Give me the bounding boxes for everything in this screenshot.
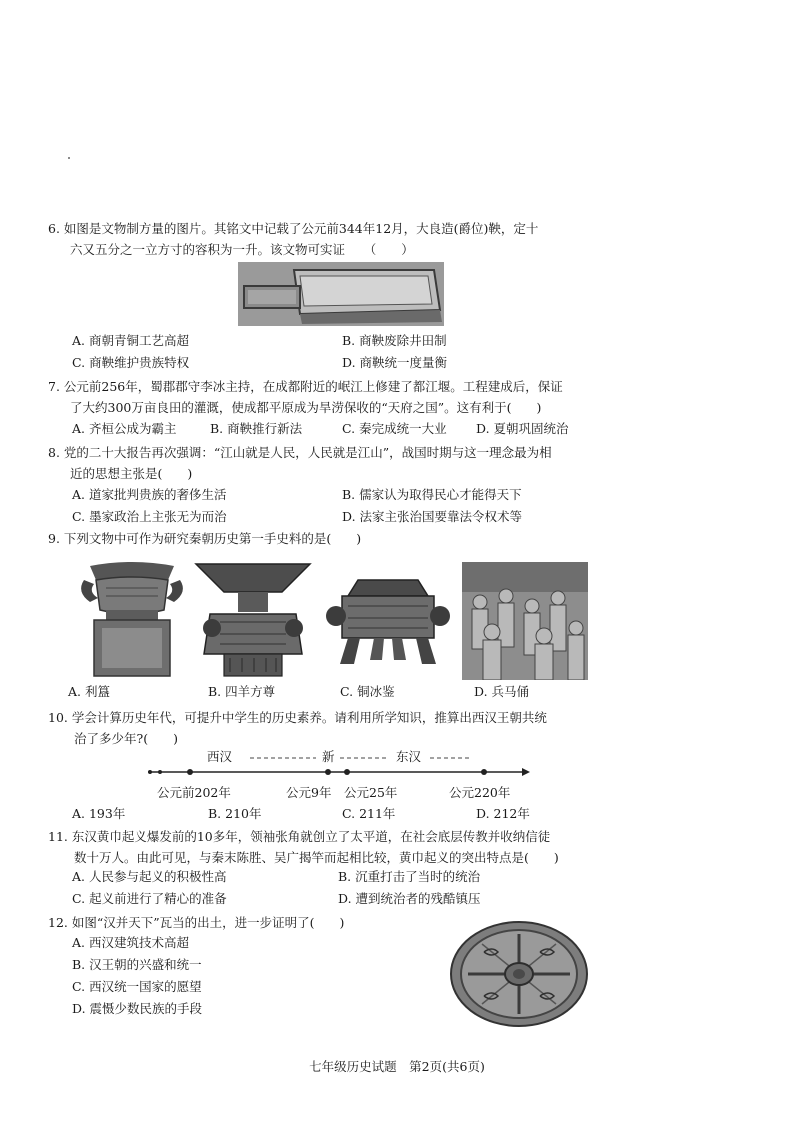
q9-option-a[interactable]: A. 利簋 — [68, 684, 110, 699]
question-12 — [48, 912, 448, 933]
q8-option-a[interactable]: A. 道家批判贵族的奢侈生活 — [72, 487, 227, 502]
q10-stem-line1: 10. 学会计算历史年代，可提升中学生的历史素养。请利用所学知识，推算出西汉王朝共统 — [48, 710, 547, 725]
timeline-202bc-label: 公元前202年 — [157, 785, 231, 800]
q6-stem-line2: 六又五分之一立方寸的容积为一升。该文物可实证 （ ） — [70, 242, 414, 257]
timeline-xihan-label: 西汉 — [207, 749, 233, 764]
q10-option-d[interactable]: D. 212年 — [476, 806, 530, 821]
speck — [68, 157, 70, 159]
timeline-xin-label: 新 — [322, 749, 335, 764]
timeline-25ad-label: 公元25年 — [344, 785, 398, 800]
q8-option-c[interactable]: C. 墨家政治上主张无为而治 — [72, 509, 227, 524]
q6-option-d[interactable]: D. 商鞅统一度量衡 — [342, 355, 448, 370]
q10-option-a[interactable]: A. 193年 — [72, 806, 126, 821]
q7-option-d[interactable]: D. 夏朝巩固统治 — [476, 421, 569, 436]
q7-option-a[interactable]: A. 齐桓公成为霸主 — [72, 421, 177, 436]
q9-option-d[interactable]: D. 兵马俑 — [474, 684, 530, 699]
q11-stem-line1: 11. 东汉黄巾起义爆发前的10多年，领袖张角就创立了太平道，在社会底层传教并收纳信徒 — [48, 829, 551, 844]
q11-option-b[interactable]: B. 沉重打击了当时的统治 — [338, 869, 481, 884]
page-footer: 七年级历史试题 第2页(共6页) — [309, 1059, 485, 1074]
q8-option-d[interactable]: D. 法家主张治国要靠法令权术等 — [342, 509, 523, 524]
li-gui-image — [76, 558, 188, 680]
timeline-220ad-label: 公元220年 — [449, 785, 511, 800]
q11-option-c[interactable]: C. 起义前进行了精心的准备 — [72, 891, 227, 906]
q11-option-a[interactable]: A. 人民参与起义的积极性高 — [72, 869, 227, 884]
question-8 — [48, 442, 768, 484]
han-bing-tianxia-tile-image — [448, 918, 590, 1030]
q12-option-c[interactable]: C. 西汉统一国家的愿望 — [72, 979, 202, 994]
q9-stem: 9. 下列文物中可作为研究秦朝历史第一手史料的是( ) — [48, 531, 362, 546]
q11-stem-line2: 数十万人。由此可见，与秦末陈胜、吴广揭竿而起相比较，黄巾起义的突出特点是( ) — [74, 850, 559, 865]
q11-option-d[interactable]: D. 遭到统治者的残酷镇压 — [338, 891, 481, 906]
q12-option-d[interactable]: D. 震慑少数民族的手段 — [72, 1001, 203, 1016]
q6-option-b[interactable]: B. 商鞅废除井田制 — [342, 333, 447, 348]
q6-option-a[interactable]: A. 商朝青铜工艺高超 — [72, 333, 189, 348]
question-10 — [48, 707, 768, 749]
four-goat-zun-image — [190, 558, 316, 680]
timeline-axis — [140, 750, 532, 784]
terracotta-warriors-image — [462, 562, 588, 680]
q9-option-c[interactable]: C. 铜冰鉴 — [340, 684, 395, 699]
timeline-9ad-label: 公元9年 — [286, 785, 332, 800]
question-6 — [48, 218, 748, 260]
q9-option-b[interactable]: B. 四羊方尊 — [208, 684, 276, 699]
q8-stem-line1: 8. 党的二十大报告再次强调：“江山就是人民，人民就是江山”，战国时期与这一理念最为相 — [48, 445, 552, 460]
q10-option-c[interactable]: C. 211年 — [342, 806, 396, 821]
q12-option-a[interactable]: A. 西汉建筑技术高超 — [72, 935, 189, 950]
question-7 — [48, 376, 768, 418]
q8-option-b[interactable]: B. 儒家认为取得民心才能得天下 — [342, 487, 522, 502]
q8-stem-line2: 近的思想主张是( ) — [70, 466, 193, 481]
q7-stem-line1: 7. 公元前256年，蜀郡郡守李冰主持，在成都附近的岷江上修建了都江堰。工程建成后，保证 — [48, 379, 563, 394]
q10-option-b[interactable]: B. 210年 — [208, 806, 262, 821]
q12-stem: 12. 如图“汉并天下”瓦当的出土，进一步证明了( ) — [48, 915, 345, 930]
q7-option-c[interactable]: C. 秦完成统一大业 — [342, 421, 447, 436]
bronze-ice-jian-image — [318, 572, 458, 672]
timeline-donghan-label: 东汉 — [396, 749, 422, 764]
question-11 — [48, 826, 768, 868]
shang-yang-measure-image — [238, 262, 444, 326]
q7-option-b[interactable]: B. 商鞅推行新法 — [210, 421, 303, 436]
q6-option-c[interactable]: C. 商鞅维护贵族特权 — [72, 355, 190, 370]
question-9 — [48, 528, 748, 549]
q10-stem-line2: 治了多少年?( ) — [74, 731, 178, 746]
q6-stem-line1: 6. 如图是文物制方量的图片。其铭文中记载了公元前344年12月，大良造(爵位)鞅，定十 — [48, 221, 539, 236]
q7-stem-line2: 了大约300万亩良田的灌溉，使成都平原成为旱涝保收的“天府之国”。这有利于( ) — [70, 400, 542, 415]
q12-option-b[interactable]: B. 汉王朝的兴盛和统一 — [72, 957, 202, 972]
